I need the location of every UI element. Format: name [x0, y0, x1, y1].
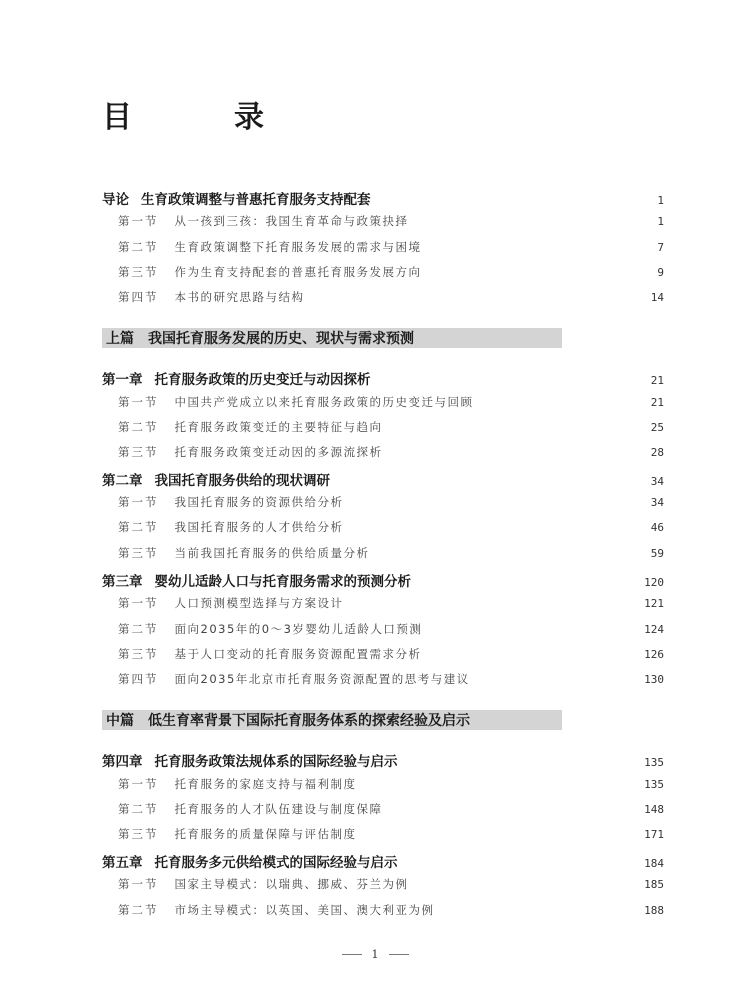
section-title: 我国托育服务的资源供给分析	[174, 495, 344, 509]
page-number: 25	[650, 421, 664, 434]
section-title: 托育服务政策变迁动因的多源流探析	[174, 445, 383, 459]
part-label: 中篇	[106, 713, 134, 729]
section-label: 第一节	[118, 596, 159, 610]
toc-chapter-entry[interactable]	[102, 188, 664, 208]
footer-page-number: 1	[371, 948, 379, 961]
page-number: 185	[644, 878, 664, 891]
part-title: 低生育率背景下国际托育服务体系的探索经验及启示	[148, 713, 470, 729]
section-title: 托育服务政策变迁的主要特征与趋向	[174, 420, 383, 434]
toc-chapter-entry[interactable]	[102, 750, 664, 770]
section-title: 基于人口变动的托育服务资源配置需求分析	[174, 647, 422, 661]
page-title: 目 录	[102, 100, 300, 135]
page-number: 135	[644, 778, 664, 791]
footer-dash-right	[389, 954, 409, 955]
chapter-title: 托育服务政策的历史变迁与动因探析	[154, 372, 371, 388]
page-number: 171	[644, 828, 664, 841]
toc-section-entry[interactable]	[118, 213, 664, 229]
page-number: 188	[644, 904, 664, 917]
page-number: 135	[644, 756, 664, 769]
toc-chapter-entry[interactable]	[102, 368, 664, 388]
toc-section-entry[interactable]	[118, 902, 664, 918]
toc-section-entry[interactable]	[118, 289, 664, 305]
chapter-label: 导论	[102, 192, 129, 208]
toc-chapter-entry[interactable]	[102, 851, 664, 871]
section-title: 面向2035年的0～3岁婴幼儿适龄人口预测	[174, 622, 423, 636]
section-title: 面向2035年北京市托育服务资源配置的思考与建议	[174, 672, 470, 686]
page-number: 148	[644, 803, 664, 816]
page-number: 1	[657, 215, 664, 228]
page-number: 1	[657, 194, 664, 207]
section-label: 第一节	[118, 395, 159, 409]
page-number: 46	[650, 521, 664, 534]
chapter-label: 第二章	[102, 473, 143, 489]
page-number: 28	[650, 446, 664, 459]
toc-section-entry[interactable]	[118, 646, 664, 662]
part-label: 上篇	[106, 331, 134, 347]
chapter-label: 第一章	[102, 372, 143, 388]
page-number: 21	[650, 396, 664, 409]
section-label: 第三节	[118, 827, 159, 841]
section-title: 托育服务的人才队伍建设与制度保障	[174, 802, 383, 816]
section-title: 我国托育服务的人才供给分析	[174, 520, 344, 534]
page-number: 7	[657, 241, 664, 254]
chapter-title: 我国托育服务供给的现状调研	[154, 473, 330, 489]
section-label: 第三节	[118, 445, 159, 459]
page-number: 34	[650, 475, 664, 488]
section-label: 第二节	[118, 802, 159, 816]
toc-section-entry[interactable]	[118, 419, 664, 435]
part-title: 我国托育服务发展的历史、现状与需求预测	[148, 331, 414, 347]
section-label: 第一节	[118, 877, 159, 891]
toc-section-entry[interactable]	[118, 801, 664, 817]
section-label: 第二节	[118, 903, 159, 917]
toc-section-entry[interactable]	[118, 494, 664, 510]
section-title: 从一孩到三孩：我国生育革命与政策抉择	[174, 214, 409, 228]
section-title: 中国共产党成立以来托育服务政策的历史变迁与回顾	[174, 395, 474, 409]
page-number: 21	[650, 374, 664, 387]
section-title: 本书的研究思路与结构	[174, 290, 305, 304]
section-label: 第二节	[118, 240, 159, 254]
chapter-label: 第四章	[102, 754, 143, 770]
toc-section-entry[interactable]	[118, 394, 664, 410]
page-number: 120	[644, 576, 664, 589]
toc-section-entry[interactable]	[118, 519, 664, 535]
toc-section-entry[interactable]	[118, 264, 664, 280]
chapter-title: 托育服务政策法规体系的国际经验与启示	[154, 754, 398, 770]
section-title: 市场主导模式：以英国、美国、澳大利亚为例	[174, 903, 435, 917]
section-label: 第一节	[118, 214, 159, 228]
toc-chapter-entry[interactable]	[102, 469, 664, 489]
toc-section-entry[interactable]	[118, 545, 664, 561]
chapter-title: 婴幼儿适龄人口与托育服务需求的预测分析	[154, 574, 411, 590]
section-title: 作为生育支持配套的普惠托育服务发展方向	[174, 265, 422, 279]
section-label: 第二节	[118, 622, 159, 636]
section-title: 人口预测模型选择与方案设计	[174, 596, 344, 610]
section-label: 第三节	[118, 265, 159, 279]
page-number: 126	[644, 648, 664, 661]
toc-part-heading[interactable]	[102, 710, 562, 730]
toc-section-entry[interactable]	[118, 671, 664, 687]
footer-dash-left	[342, 954, 362, 955]
section-label: 第四节	[118, 290, 159, 304]
toc-section-entry[interactable]	[118, 876, 664, 892]
toc-chapter-entry[interactable]	[102, 570, 664, 590]
section-label: 第二节	[118, 520, 159, 534]
page-number: 121	[644, 597, 664, 610]
section-label: 第三节	[118, 647, 159, 661]
section-title: 当前我国托育服务的供给质量分析	[174, 546, 370, 560]
toc-part-heading[interactable]	[102, 328, 562, 348]
page-number: 184	[644, 857, 664, 870]
chapter-title: 生育政策调整与普惠托育服务支持配套	[141, 192, 371, 208]
chapter-label: 第五章	[102, 855, 143, 871]
section-label: 第四节	[118, 672, 159, 686]
toc-section-entry[interactable]	[118, 776, 664, 792]
page-number: 124	[644, 623, 664, 636]
toc-section-entry[interactable]	[118, 826, 664, 842]
section-label: 第三节	[118, 546, 159, 560]
section-title: 国家主导模式：以瑞典、挪威、芬兰为例	[174, 877, 409, 891]
page-number: 59	[650, 547, 664, 560]
page-footer	[0, 948, 750, 961]
page-number: 34	[650, 496, 664, 509]
page-number: 14	[650, 291, 664, 304]
section-label: 第一节	[118, 777, 159, 791]
section-title: 托育服务的家庭支持与福利制度	[174, 777, 357, 791]
section-title: 生育政策调整下托育服务发展的需求与困境	[174, 240, 422, 254]
toc-section-entry[interactable]	[118, 595, 664, 611]
chapter-title: 托育服务多元供给模式的国际经验与启示	[154, 855, 398, 871]
section-label: 第二节	[118, 420, 159, 434]
section-label: 第一节	[118, 495, 159, 509]
chapter-label: 第三章	[102, 574, 143, 590]
page-number: 9	[657, 266, 664, 279]
page-number: 130	[644, 673, 664, 686]
toc-section-entry[interactable]	[118, 239, 664, 255]
section-title: 托育服务的质量保障与评估制度	[174, 827, 357, 841]
toc-section-entry[interactable]	[118, 621, 664, 637]
toc-section-entry[interactable]	[118, 444, 664, 460]
